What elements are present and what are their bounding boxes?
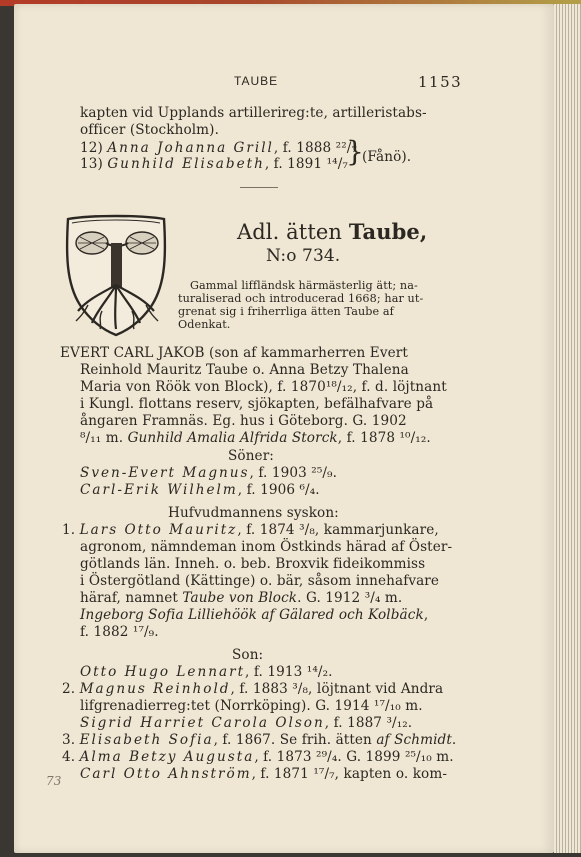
child-name: Anna Johanna Grill [107,140,274,156]
spouse-name: Ingeborg Sofia Lilliehöök af Gälared och Kolbäck [80,607,424,623]
entry-number: 1. [62,522,80,538]
spouse-name: Sigrid Harriet Carola Olson [80,715,325,731]
spouse-name: Carl Otto Ahnström [80,766,252,782]
sibling-entry [62,522,439,538]
page-number: 1153 [418,73,463,91]
text-line: officer (Stockholm). [80,122,219,138]
sibling-entry [62,732,456,748]
son-name: Otto Hugo Lennart [80,664,246,680]
page-edges [554,4,581,853]
family-title [237,219,428,244]
intro-line: Odenkat. [178,318,231,331]
spouse-details: , f. 1871 ¹⁷/₇, kapten o. kom- [251,766,448,782]
section-divider [240,187,278,188]
place-note: (Fånö). [362,149,412,165]
main-entry-line: EVERT CARL JAKOB (son af kammarherren Evert [60,345,408,361]
sibling-line: lifgrenadierreg:tet (Norrköping). G. 1914 ¹⁷/₁₀ m. [80,698,423,714]
sibling-name: Magnus Reinhold [79,681,231,697]
sibling-name: Elisabeth Sofia [79,732,214,748]
entry-number: 2. [62,681,80,697]
child-details: , f. 1891 ¹⁴/₇ [264,156,348,172]
son-entry [80,664,333,680]
son-name: Carl-Erik Wilhelm [80,482,238,498]
child-details: , f. 1888 ²²/₇ [273,140,357,156]
sibling-entry [62,749,454,765]
text-line: kapten vid Upplands artillerireg:te, artilleristabs- [80,105,427,121]
text-part: , [423,607,429,623]
main-entry-line: Maria von Röök von Block), f. 1870¹⁸/₁₂, f. d. löjtnant [80,379,447,395]
spouse-name: Gunhild Amalia Alfrida Storck [127,430,338,446]
sibling-line: f. 1882 ¹⁷/₉. [80,624,159,640]
estate-name: Taube von Block [182,590,298,606]
brace: } [346,135,364,168]
text-part: . G. 1912 ³/₄ m. [297,590,403,606]
text-part: . [451,732,457,748]
sibling-line [80,590,402,606]
marriage-date: ⁸/₁₁ m. [80,430,128,446]
main-entry-line: Reinhold Mauritz Taube o. Anna Betzy Thalena [80,362,409,378]
child-name: Gunhild Elisabeth [107,156,265,172]
sibling-name: Alma Betzy Augusta [79,749,255,765]
son-details: , f. 1903 ²⁵/₉. [249,465,338,481]
family-reference: af Schmidt [376,732,452,748]
margin-note: 73 [46,774,62,788]
sibling-name: Lars Otto Mauritz [79,522,238,538]
entry-number: 13) [80,156,103,172]
main-entry-line: ångaren Framnäs. Eg. hus i Göteborg. G. 1902 [80,413,407,429]
intro-line: grenat sig i friherrliga ätten Taube af [178,305,394,318]
entry-number: 12) [80,140,103,156]
child-entry-13 [80,156,348,172]
main-entry-line: i Kungl. flottans reserv, sjökapten, befälhafvare på [80,396,434,412]
intro-line: Gammal liffländsk härmästerlig ätt; na- [190,279,418,292]
son-heading: Son: [232,647,264,663]
coat-of-arms-icon [62,213,170,337]
sibling-line [80,607,428,623]
running-title: TAUBE [234,74,279,88]
son-entry [80,465,337,481]
sibling-details: , f. 1874 ³/₈, kammarjunkare, [237,522,439,538]
intro-line: turaliserad och introducerad 1668; har ut- [178,292,424,305]
spouse-details: , f. 1887 ³/₁₂. [324,715,413,731]
sibling-line [80,715,412,731]
sibling-line: agronom, nämndeman inom Östkinds härad af Öster- [80,539,453,555]
sibling-line [80,766,447,782]
siblings-heading: Hufvudmannens syskon: [168,505,339,521]
son-details: , f. 1913 ¹⁴/₂. [245,664,333,680]
son-name: Sven-Evert Magnus [80,465,250,481]
title-prefix: Adl. ätten [237,220,343,244]
family-name: Taube, [348,219,428,244]
son-entry [80,482,320,498]
son-details: , f. 1906 ⁶/₄. [237,482,320,498]
sibling-line: i Östergötland (Kättinge) o. bär, såsom innehafvare [80,573,440,589]
entry-number: 3. [62,732,80,748]
main-entry-line [80,430,431,446]
sibling-line: götlands län. Inneh. o. beb. Broxvik fideikommiss [80,556,426,572]
entry-number: 4. [62,749,80,765]
sibling-details: , f. 1873 ²⁹/₄. G. 1899 ²⁵/₁₀ m. [254,749,454,765]
spouse-details: , f. 1878 ¹⁰/₁₂. [337,430,431,446]
text-part: häraf, namnet [80,590,183,606]
family-number: N:o 734. [266,246,341,266]
sons-heading: Söner: [228,448,274,464]
sibling-details: , f. 1867. Se frih. ätten [213,732,377,748]
child-entry-12 [80,140,357,156]
sibling-entry [62,681,443,697]
sibling-details: , f. 1883 ³/₈, löjtnant vid Andra [230,681,444,697]
